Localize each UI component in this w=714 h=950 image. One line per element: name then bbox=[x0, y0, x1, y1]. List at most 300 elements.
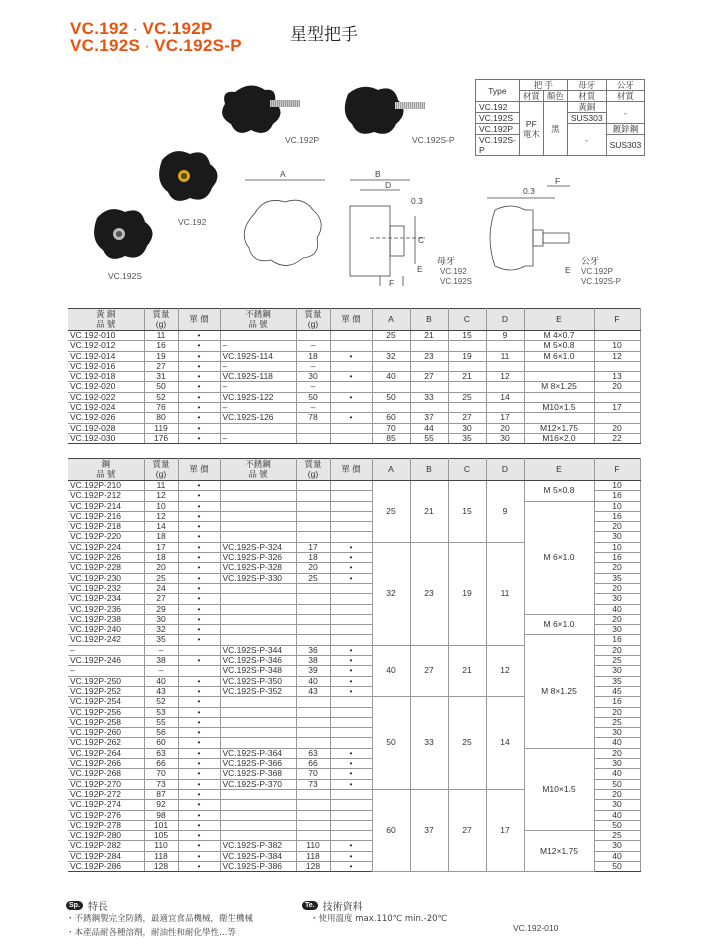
table-cell bbox=[448, 361, 486, 371]
table-cell: 56 bbox=[144, 728, 178, 738]
table-cell: 23 bbox=[410, 351, 448, 361]
table-cell: 60 bbox=[372, 413, 410, 423]
table-cell: 17 bbox=[296, 542, 330, 552]
table-cell: • bbox=[178, 382, 220, 392]
spec-handle-material: PF 電木 bbox=[519, 102, 543, 156]
table-cell: M 6×1.0 bbox=[524, 614, 594, 635]
table-cell: • bbox=[178, 656, 220, 666]
table-cell: 27 bbox=[144, 361, 178, 371]
table-cell: 118 bbox=[296, 851, 330, 861]
table-cell: • bbox=[178, 433, 220, 443]
table-cell bbox=[296, 331, 330, 341]
table-cell: 20 bbox=[296, 563, 330, 573]
table-cell: VC.192-030 bbox=[68, 433, 144, 443]
spec-row-type: VC.192S bbox=[476, 113, 520, 124]
dim-label-d: D bbox=[385, 180, 392, 190]
table-cell: 31 bbox=[144, 372, 178, 382]
table-cell: VC.192-014 bbox=[68, 351, 144, 361]
table-cell: 25 bbox=[594, 656, 640, 666]
male-model: VC.192S-P bbox=[581, 277, 622, 286]
table-row bbox=[68, 748, 640, 758]
table-cell bbox=[330, 511, 372, 521]
table-cell: M 6×1.0 bbox=[524, 351, 594, 361]
table-cell bbox=[178, 645, 220, 655]
table-cell bbox=[220, 614, 296, 624]
table-cell: 50 bbox=[296, 392, 330, 402]
table-cell: • bbox=[178, 738, 220, 748]
table-cell bbox=[330, 361, 372, 371]
table-cell: 10 bbox=[594, 341, 640, 351]
table-cell: 19 bbox=[144, 351, 178, 361]
table-cell: 20 bbox=[594, 707, 640, 717]
table-cell: 27 bbox=[448, 413, 486, 423]
table-cell: • bbox=[330, 841, 372, 851]
table-cell bbox=[410, 341, 448, 351]
table-cell bbox=[296, 491, 330, 501]
table-cell: • bbox=[178, 728, 220, 738]
column-header: A bbox=[372, 459, 410, 481]
product-title: VC.192 · VC.192P VC.192S · VC.192S-P bbox=[70, 19, 242, 55]
label-192s: VC.192S bbox=[108, 271, 143, 281]
table-cell: 20 bbox=[594, 748, 640, 758]
table-cell bbox=[594, 361, 640, 371]
label-192sp: VC.192S-P bbox=[412, 135, 455, 145]
table-cell: M10×1.5 bbox=[524, 403, 594, 413]
table-cell bbox=[220, 331, 296, 341]
table-cell: – bbox=[220, 433, 296, 443]
table-cell: 27 bbox=[410, 645, 448, 696]
label-192: VC.192 bbox=[178, 217, 207, 227]
features-heading bbox=[66, 898, 108, 913]
table-cell: • bbox=[178, 553, 220, 563]
table-cell: VC.192-028 bbox=[68, 423, 144, 433]
table-cell: M 6×1.0 bbox=[524, 501, 594, 614]
table-cell bbox=[330, 331, 372, 341]
table-cell: • bbox=[330, 769, 372, 779]
table-cell bbox=[296, 707, 330, 717]
table-cell: M 8×1.25 bbox=[524, 382, 594, 392]
table-cell: 40 bbox=[144, 676, 178, 686]
spec-header-type: Type bbox=[476, 80, 520, 102]
page-number: VC.192-010 bbox=[513, 923, 559, 933]
table-cell: 25 bbox=[448, 697, 486, 790]
dim-label-c: C bbox=[418, 235, 425, 245]
table-cell bbox=[296, 820, 330, 830]
table-cell bbox=[448, 382, 486, 392]
table-cell: 15 bbox=[448, 331, 486, 341]
spec-color: 黑 bbox=[543, 102, 567, 156]
table-cell: • bbox=[178, 331, 220, 341]
table-cell bbox=[372, 403, 410, 413]
table-row bbox=[68, 361, 640, 371]
table-cell: VC.192-026 bbox=[68, 413, 144, 423]
table-cell: • bbox=[330, 861, 372, 871]
table-cell: • bbox=[178, 573, 220, 583]
table-cell: 22 bbox=[594, 433, 640, 443]
brass-parts-table bbox=[68, 308, 641, 444]
tech-badge: Te. bbox=[302, 901, 318, 910]
table-cell: • bbox=[178, 594, 220, 604]
table-cell: • bbox=[178, 392, 220, 402]
table-cell: M 8×1.25 bbox=[524, 635, 594, 748]
table-cell: 21 bbox=[410, 481, 448, 543]
table-cell bbox=[296, 635, 330, 645]
table-cell: VC.192P-282 bbox=[68, 841, 144, 851]
table-cell bbox=[296, 532, 330, 542]
spec-female: SUS303 bbox=[567, 113, 606, 124]
table-cell: 30 bbox=[594, 594, 640, 604]
table-cell bbox=[330, 532, 372, 542]
table-cell: 17 bbox=[594, 403, 640, 413]
table-cell: • bbox=[178, 604, 220, 614]
steel-parts-table bbox=[68, 458, 641, 872]
table-cell: – bbox=[220, 382, 296, 392]
table-cell: 20 bbox=[594, 645, 640, 655]
table-cell: 44 bbox=[410, 423, 448, 433]
table-cell: 110 bbox=[296, 841, 330, 851]
table-cell: 70 bbox=[144, 769, 178, 779]
feature-item: ・本產品耐各種溶劑，耐油性和耐化學性…等 bbox=[66, 928, 237, 938]
table-cell bbox=[296, 433, 330, 443]
spec-header-male: 公牙 bbox=[606, 80, 645, 91]
table-cell bbox=[296, 501, 330, 511]
dim-label-e: E bbox=[417, 264, 423, 274]
column-header: C bbox=[448, 459, 486, 481]
table-cell bbox=[524, 413, 594, 423]
table-cell: 12 bbox=[144, 491, 178, 501]
table-cell: M16×2.0 bbox=[524, 433, 594, 443]
table-cell: VC.192P-232 bbox=[68, 583, 144, 593]
table-cell: 60 bbox=[372, 789, 410, 871]
table-cell: VC.192P-236 bbox=[68, 604, 144, 614]
table-cell: 36 bbox=[296, 645, 330, 655]
column-header: 單 價 bbox=[330, 459, 372, 481]
label-192p: VC.192P bbox=[285, 135, 320, 145]
table-cell: • bbox=[330, 372, 372, 382]
table-cell bbox=[330, 717, 372, 727]
table-cell bbox=[372, 382, 410, 392]
table-row bbox=[68, 392, 640, 402]
table-cell bbox=[330, 491, 372, 501]
table-cell: 21 bbox=[448, 645, 486, 696]
table-cell: • bbox=[178, 800, 220, 810]
table-cell: 55 bbox=[144, 717, 178, 727]
table-cell: 37 bbox=[410, 413, 448, 423]
table-cell: • bbox=[178, 841, 220, 851]
table-cell: – bbox=[68, 666, 144, 676]
column-header: 不銹鋼 品 號 bbox=[220, 309, 296, 331]
column-header: C bbox=[448, 309, 486, 331]
table-cell: 15 bbox=[448, 481, 486, 543]
table-cell bbox=[372, 341, 410, 351]
table-cell bbox=[330, 481, 372, 491]
table-cell bbox=[330, 697, 372, 707]
table-cell: VC.192S-P-384 bbox=[220, 851, 296, 861]
table-cell bbox=[296, 831, 330, 841]
table-cell: • bbox=[178, 717, 220, 727]
column-header: 質量 (g) bbox=[296, 309, 330, 331]
table-cell: 23 bbox=[410, 542, 448, 645]
table-cell: VC.192P-230 bbox=[68, 573, 144, 583]
table-cell: 16 bbox=[594, 491, 640, 501]
table-cell: 17 bbox=[486, 413, 524, 423]
table-cell: VC.192P-216 bbox=[68, 511, 144, 521]
table-cell: • bbox=[330, 392, 372, 402]
spec-row-type: VC.192 bbox=[476, 102, 520, 113]
column-header: D bbox=[486, 459, 524, 481]
table-cell bbox=[486, 403, 524, 413]
table-row bbox=[68, 433, 640, 443]
table-cell: • bbox=[178, 810, 220, 820]
table-cell: VC.192S-118 bbox=[220, 372, 296, 382]
table-cell: • bbox=[178, 563, 220, 573]
table-cell: – bbox=[296, 403, 330, 413]
page-subtitle: 星型把手 bbox=[290, 25, 358, 45]
table-cell: 11 bbox=[486, 351, 524, 361]
table-cell: – bbox=[296, 341, 330, 351]
table-cell: 20 bbox=[486, 423, 524, 433]
table-cell bbox=[220, 491, 296, 501]
table-cell: VC.192P-252 bbox=[68, 686, 144, 696]
table-cell: 18 bbox=[296, 351, 330, 361]
female-model: VC.192 bbox=[440, 267, 467, 276]
table-cell bbox=[220, 594, 296, 604]
table-cell: • bbox=[330, 351, 372, 361]
table-cell: • bbox=[330, 748, 372, 758]
table-cell: 35 bbox=[144, 635, 178, 645]
table-cell: 25 bbox=[372, 481, 410, 543]
table-cell: 19 bbox=[448, 542, 486, 645]
table-cell: • bbox=[178, 820, 220, 830]
table-cell: • bbox=[330, 413, 372, 423]
table-cell: • bbox=[330, 542, 372, 552]
table-cell: VC.192P-274 bbox=[68, 800, 144, 810]
table-cell: VC.192S-126 bbox=[220, 413, 296, 423]
table-cell: • bbox=[330, 563, 372, 573]
table-cell: • bbox=[178, 748, 220, 758]
table-cell bbox=[220, 810, 296, 820]
column-header: A bbox=[372, 309, 410, 331]
table-cell bbox=[220, 707, 296, 717]
table-cell bbox=[296, 583, 330, 593]
table-cell: M 4×0.7 bbox=[524, 331, 594, 341]
column-header: 單 價 bbox=[178, 459, 220, 481]
table-cell: 10 bbox=[594, 542, 640, 552]
table-cell: 32 bbox=[372, 351, 410, 361]
table-cell: 20 bbox=[594, 583, 640, 593]
table-cell bbox=[220, 697, 296, 707]
table-row bbox=[68, 351, 640, 361]
table-row bbox=[68, 382, 640, 392]
table-cell bbox=[486, 361, 524, 371]
table-cell: 12 bbox=[486, 372, 524, 382]
table-cell: – bbox=[144, 645, 178, 655]
table-cell bbox=[220, 789, 296, 799]
table-cell: VC.192P-242 bbox=[68, 635, 144, 645]
table-cell: • bbox=[178, 707, 220, 717]
spec-male: - bbox=[606, 102, 645, 124]
table-cell: 50 bbox=[144, 382, 178, 392]
table-cell: • bbox=[330, 573, 372, 583]
table-cell: VC.192-010 bbox=[68, 331, 144, 341]
table-cell: VC.192P-256 bbox=[68, 707, 144, 717]
table-cell: 38 bbox=[144, 656, 178, 666]
table-cell: VC.192P-220 bbox=[68, 532, 144, 542]
knob-photo-192sp bbox=[340, 80, 440, 140]
table-cell: 27 bbox=[410, 372, 448, 382]
table-cell: VC.192P-266 bbox=[68, 759, 144, 769]
table-cell: VC.192-016 bbox=[68, 361, 144, 371]
table-cell bbox=[330, 738, 372, 748]
table-cell: VC.192P-226 bbox=[68, 553, 144, 563]
table-cell: 25 bbox=[594, 717, 640, 727]
column-header: F bbox=[594, 459, 640, 481]
table-cell: 16 bbox=[144, 341, 178, 351]
column-header: F bbox=[594, 309, 640, 331]
table-cell bbox=[220, 820, 296, 830]
table-cell: 35 bbox=[448, 433, 486, 443]
table-cell: VC.192P-212 bbox=[68, 491, 144, 501]
table-cell: VC.192P-238 bbox=[68, 614, 144, 624]
table-cell: M12×1.75 bbox=[524, 831, 594, 872]
table-cell: 43 bbox=[144, 686, 178, 696]
table-cell: 11 bbox=[486, 542, 524, 645]
table-cell: VC.192S-P-328 bbox=[220, 563, 296, 573]
table-cell: 63 bbox=[144, 748, 178, 758]
table-cell bbox=[330, 728, 372, 738]
table-cell: 40 bbox=[594, 851, 640, 861]
table-cell: VC.192S-P-368 bbox=[220, 769, 296, 779]
table-cell bbox=[296, 614, 330, 624]
column-header: B bbox=[410, 309, 448, 331]
spec-header-material: 材質 bbox=[519, 91, 543, 102]
table-cell: 10 bbox=[144, 501, 178, 511]
table-cell bbox=[220, 604, 296, 614]
table-cell: • bbox=[178, 361, 220, 371]
column-header: 鋼 品 號 bbox=[68, 459, 144, 481]
table-cell: • bbox=[178, 779, 220, 789]
table-cell: • bbox=[178, 676, 220, 686]
table-cell: 11 bbox=[144, 481, 178, 491]
table-cell: VC.192P-272 bbox=[68, 789, 144, 799]
table-cell: • bbox=[178, 831, 220, 841]
table-cell: 128 bbox=[144, 861, 178, 871]
spec-header-female: 母牙 bbox=[567, 80, 606, 91]
table-cell: 35 bbox=[594, 573, 640, 583]
table-cell: 118 bbox=[144, 851, 178, 861]
table-cell: • bbox=[178, 481, 220, 491]
table-cell bbox=[486, 382, 524, 392]
table-cell: 110 bbox=[144, 841, 178, 851]
table-cell bbox=[330, 433, 372, 443]
table-cell bbox=[486, 341, 524, 351]
table-cell bbox=[410, 361, 448, 371]
table-cell: 92 bbox=[144, 800, 178, 810]
table-cell: VC.192P-278 bbox=[68, 820, 144, 830]
table-cell: M12×1.75 bbox=[524, 423, 594, 433]
table-cell: VC.192-018 bbox=[68, 372, 144, 382]
table-cell: VC.192S-P-344 bbox=[220, 645, 296, 655]
table-cell: 40 bbox=[372, 645, 410, 696]
table-cell: VC.192-022 bbox=[68, 392, 144, 402]
table-cell bbox=[330, 625, 372, 635]
dim-label-03: 0.3 bbox=[411, 196, 423, 206]
table-cell: 50 bbox=[372, 392, 410, 402]
table-cell: VC.192S-114 bbox=[220, 351, 296, 361]
table-row bbox=[68, 403, 640, 413]
table-cell: 80 bbox=[144, 413, 178, 423]
table-cell: 53 bbox=[144, 707, 178, 717]
table-cell: 14 bbox=[486, 697, 524, 790]
table-cell: 30 bbox=[594, 841, 640, 851]
table-cell: VC.192P-250 bbox=[68, 676, 144, 686]
table-cell: VC.192P-210 bbox=[68, 481, 144, 491]
table-cell bbox=[220, 625, 296, 635]
table-cell: 30 bbox=[594, 532, 640, 542]
table-cell: VC.192S-P-382 bbox=[220, 841, 296, 851]
table-cell: – bbox=[144, 666, 178, 676]
table-cell: 30 bbox=[594, 666, 640, 676]
table-cell bbox=[296, 810, 330, 820]
table-cell: VC.192P-224 bbox=[68, 542, 144, 552]
table-cell: VC.192P-268 bbox=[68, 769, 144, 779]
table-row bbox=[68, 331, 640, 341]
features-badge: Sp. bbox=[66, 901, 83, 910]
table-cell: 21 bbox=[448, 372, 486, 382]
table-cell bbox=[330, 341, 372, 351]
features-title: 特長 bbox=[87, 902, 108, 913]
column-header: B bbox=[410, 459, 448, 481]
table-cell bbox=[330, 522, 372, 532]
table-cell: • bbox=[178, 542, 220, 552]
table-cell bbox=[296, 738, 330, 748]
spec-row-type: VC.192P bbox=[476, 124, 520, 135]
table-cell: 30 bbox=[594, 728, 640, 738]
table-cell bbox=[372, 361, 410, 371]
table-cell: 101 bbox=[144, 820, 178, 830]
table-cell: • bbox=[178, 491, 220, 501]
column-header: 質量 (g) bbox=[144, 309, 178, 331]
spec-female: 黃銅 bbox=[567, 102, 606, 113]
table-cell bbox=[330, 594, 372, 604]
table-cell: • bbox=[178, 511, 220, 521]
table-cell: 73 bbox=[296, 779, 330, 789]
table-cell: 10 bbox=[594, 501, 640, 511]
table-cell: VC.192S-P-366 bbox=[220, 759, 296, 769]
table-cell: VC.192P-228 bbox=[68, 563, 144, 573]
table-cell bbox=[330, 604, 372, 614]
table-row bbox=[68, 635, 640, 645]
table-cell: 12 bbox=[594, 351, 640, 361]
table-cell: 32 bbox=[144, 625, 178, 635]
table-cell: 63 bbox=[296, 748, 330, 758]
column-header: 單 價 bbox=[178, 309, 220, 331]
table-cell: • bbox=[330, 779, 372, 789]
table-cell: 128 bbox=[296, 861, 330, 871]
table-cell: – bbox=[296, 382, 330, 392]
table-cell: VC.192S-P-370 bbox=[220, 779, 296, 789]
column-header: 黃 銅 品 號 bbox=[68, 309, 144, 331]
table-cell bbox=[594, 331, 640, 341]
table-cell: 32 bbox=[372, 542, 410, 645]
table-cell: 17 bbox=[486, 789, 524, 871]
table-row bbox=[68, 372, 640, 382]
spec-header-mmat: 材質 bbox=[606, 91, 645, 102]
spec-header-fmat: 材質 bbox=[567, 91, 606, 102]
table-cell: 40 bbox=[594, 810, 640, 820]
table-cell: VC.192S-P-348 bbox=[220, 666, 296, 676]
table-cell: 98 bbox=[144, 810, 178, 820]
